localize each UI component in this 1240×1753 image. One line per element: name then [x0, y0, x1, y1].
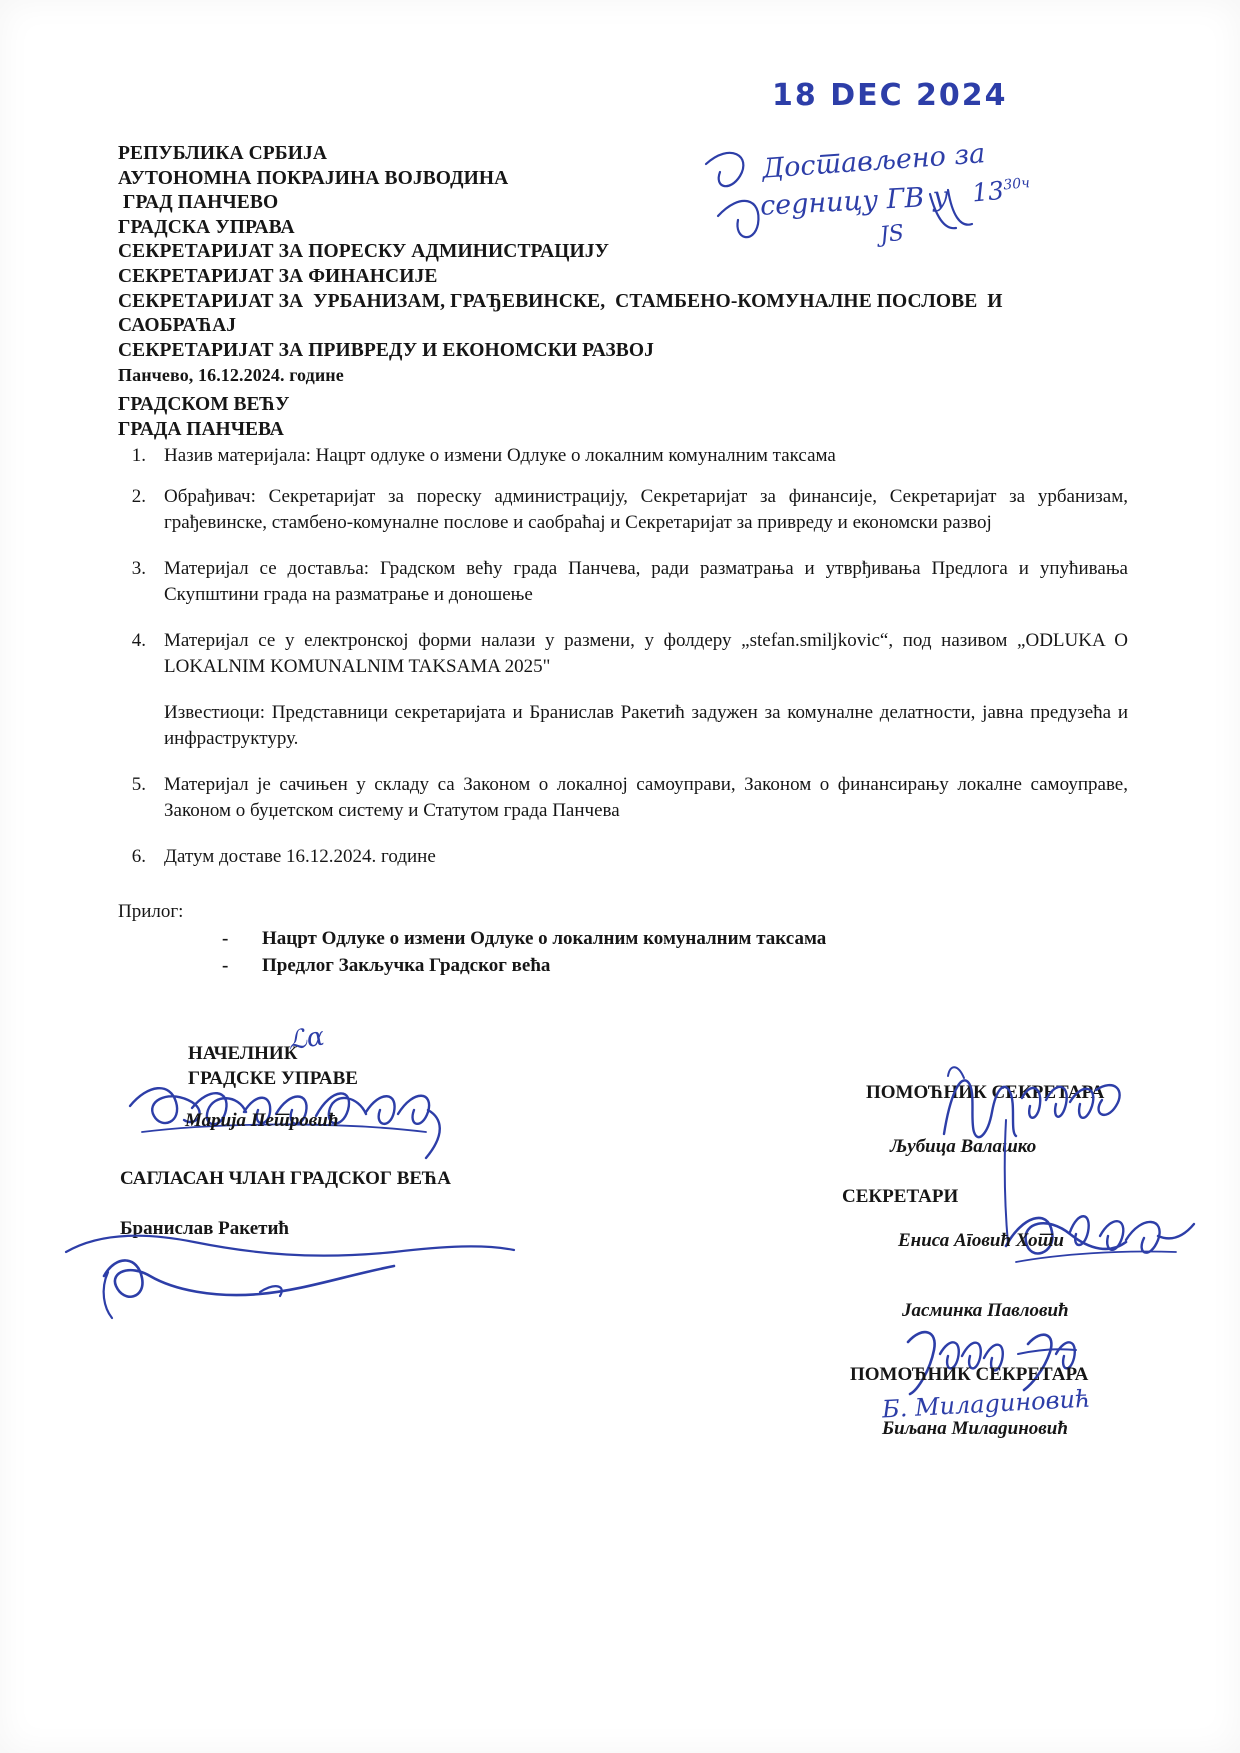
annex-bullet: -	[222, 955, 229, 976]
list-item-reporters	[118, 700, 1128, 753]
letterhead-line-3: ГРАД ПАНЧЕВО	[118, 192, 279, 214]
right-signature-name: Љубица Валашко	[890, 1136, 1037, 1157]
list-item-number: 4.	[131, 629, 146, 651]
letterhead-line-5: СЕКРЕТАРИЈАТ ЗА ПОРЕСКУ АДМИНИСТРАЦИЈУ	[118, 241, 610, 263]
letterhead-line-6: СЕКРЕТАРИЈАТ ЗА ФИНАНСИЈЕ	[118, 265, 438, 287]
list-item-text: Материјал је сачињен у складу са Законом о локалној самоуправи, Законом о финансирању локалне самоуправе, Законом о буџетском систему и Статутом града Панчева	[164, 773, 1128, 821]
letterhead-line-7: СЕКРЕТАРИЈАТ ЗА УРБАНИЗАМ, ГРАЂЕВИНСКЕ, СТАМБЕНО-КОМУНАЛНЕ ПОСЛОВЕ И	[118, 290, 1003, 312]
left-signature-name: Марија Петровић	[185, 1110, 339, 1131]
annex-list	[222, 925, 826, 979]
letterhead	[118, 142, 1048, 388]
letterhead-line-4: ГРАДСКА УПРАВА	[118, 216, 295, 238]
annex-bullet: -	[222, 928, 229, 949]
signature-ink-council-member	[64, 1224, 534, 1334]
handwritten-note-line1: Достављено за	[761, 138, 987, 185]
handwritten-note-line2: седницу ГВ у	[759, 181, 950, 222]
addressee-line-2: ГРАДА ПАНЧЕВА	[118, 419, 284, 440]
signature-ink-secretary-2	[900, 1320, 1100, 1400]
letterhead-line-2: АУТОНОМНА ПОКРАЈИНА ВОЈВОДИНА	[118, 167, 509, 189]
list-item-text: Назив материјала: Нацрт одлуке о измени Одлуке о локалним комуналним таксама	[164, 445, 836, 466]
left-signature-title	[188, 1041, 358, 1091]
secretary-name-2: Јасминка Павловић	[902, 1300, 1069, 1321]
list-item	[118, 772, 1128, 825]
handwritten-initials: ЈS	[878, 220, 906, 249]
letterhead-place-date: Панчево, 16.12.2024. године	[118, 365, 344, 386]
addressee-line-1: ГРАДСКОМ ВЕЋУ	[118, 394, 290, 415]
signature-ink-assistant-secretary-2: Б. Миладиновић	[881, 1384, 1092, 1424]
list-item-number: 1.	[131, 445, 146, 466]
addressee	[118, 392, 289, 442]
letterhead-line-8: САОБРАЋАЈ	[118, 315, 237, 337]
secretary-name-1: Ениса Аговић Хоти	[898, 1230, 1064, 1251]
list-item	[118, 628, 1128, 681]
list-item-number: 2.	[131, 485, 146, 507]
right-signature-title-2: ПОМОЋНИК СЕКРЕТАРА	[850, 1364, 1089, 1385]
left-signature-title-line1: НАЧЕЛНИК	[188, 1043, 298, 1064]
list-item-text: Датум доставе 16.12.2024. године	[164, 845, 436, 867]
list-item-text: Известиоци: Представници секретаријата и Бранислав Ракетић задужен за комуналне делатности, јавна предузећа и инфраструктуру.	[164, 701, 1128, 749]
left-signature-title-line2: ГРАДСКЕ УПРАВЕ	[188, 1068, 358, 1089]
letterhead-line-9: СЕКРЕТАРИЈАТ ЗА ПРИВРЕДУ И ЕКОНОМСКИ РАЗВОЈ	[118, 339, 655, 361]
annex-item	[222, 925, 826, 952]
list-item	[118, 443, 1128, 470]
list-item-text: Материјал се доставља: Градском већу града Панчева, ради разматрања и утврђивања Предлога и упућивања Скупштини града на разматрање и доношење	[164, 557, 1128, 605]
items-list	[118, 443, 1128, 889]
list-item-number: 5.	[131, 773, 146, 795]
secretaries-label: СЕКРЕТАРИ	[842, 1186, 959, 1207]
annex-item	[222, 952, 826, 979]
date-stamp-text: 18 DEC 2024	[772, 78, 1008, 113]
right-signature-title: ПОМОЋНИК СЕКРЕТАРА	[866, 1082, 1105, 1103]
right-signature-name-2: Биљана Миладиновић	[882, 1418, 1068, 1439]
list-item-text: Обрађивач: Секретаријат за пореску администрацију, Секретаријат за финансије, Секретаријат за урбанизам, грађевинске, стамбено-комуналне послове и саобраћај и Секретаријат за привреду и економски развој	[164, 485, 1128, 533]
handwritten-mark-above-left-title: ℒα	[286, 1021, 327, 1057]
handwritten-note-time: $13^{30ч}$	[970, 175, 1031, 208]
consent-name: Бранислав Ракетић	[120, 1218, 289, 1239]
letterhead-line-1: РЕПУБЛИКА СРБИЈА	[118, 143, 328, 164]
annex-item-text: Нацрт Одлуке о измени Одлуке о локалним комуналним таксама	[262, 928, 827, 949]
list-item-text: Материјал се у електронској форми налази у размени, у фолдеру „stefan.smiljkovic“, под називом „ODLUKA O LOKALNIM KOMUNALNIM TAKSAMA 2025"	[164, 629, 1128, 677]
list-item	[118, 844, 1128, 871]
list-item-number: 6.	[131, 845, 146, 867]
annex-label: Прилог:	[118, 901, 184, 922]
list-item	[118, 484, 1128, 537]
date-stamp	[772, 78, 1008, 113]
list-item-number: 3.	[131, 557, 146, 579]
annex-item-text: Предлог Закључка Градског већа	[262, 955, 551, 976]
consent-label: САГЛАСАН ЧЛАН ГРАДСКОГ ВЕЋА	[120, 1168, 451, 1189]
list-item	[118, 556, 1128, 609]
